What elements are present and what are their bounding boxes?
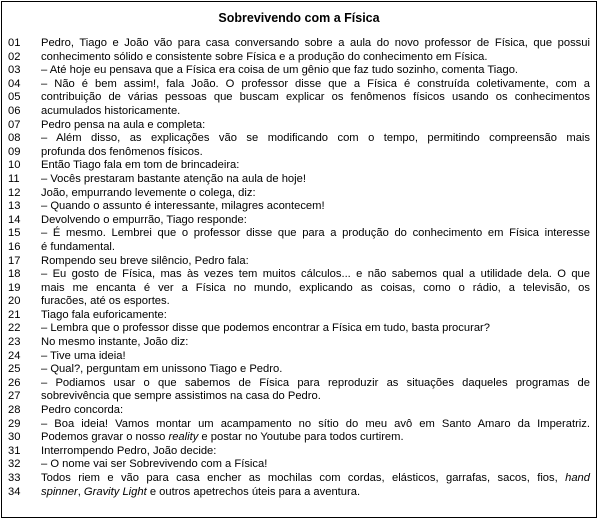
text-line <box>2 282 596 296</box>
text-line <box>2 214 596 228</box>
text-line <box>2 37 596 51</box>
line-text: contribuição de várias pessoas que buscam explicar os fenômenos físicos usando os conhecimentos <box>41 91 590 104</box>
line-number: 11 <box>8 172 20 185</box>
line-number: 13 <box>8 200 21 213</box>
text-line <box>2 268 596 282</box>
text-line <box>2 350 596 364</box>
line-text <box>41 472 596 486</box>
line-fragment: Podemos gravar o nosso <box>41 431 169 444</box>
line-text: Então Tiago fala em tom de brincadeira: <box>41 159 240 172</box>
line-text: – Lembra que o professor disse que podemos encontrar a Física em tudo, basta procurar? <box>41 322 490 335</box>
page-title: Sobrevivendo com a Física <box>218 11 380 25</box>
line-number: 15 <box>8 227 21 240</box>
text-line <box>2 472 596 486</box>
line-number: 04 <box>8 77 21 90</box>
text-line <box>2 445 596 459</box>
line-text: – O nome vai ser Sobrevivendo com a Física! <box>41 458 268 471</box>
line-text: No mesmo instante, João diz: <box>41 336 189 349</box>
line-number: 14 <box>8 213 21 226</box>
line-text: – Qual?, perguntam em unissono Tiago e Pedro. <box>41 363 283 376</box>
line-number: 21 <box>8 308 21 321</box>
text-line <box>2 119 596 133</box>
line-text: – Tive uma ideia! <box>41 349 126 362</box>
line-number: 26 <box>8 376 21 389</box>
text-line <box>2 486 596 500</box>
text-line <box>2 377 596 391</box>
line-number: 16 <box>8 240 21 253</box>
line-text: João, empurrando levemente o colega, diz: <box>41 186 256 199</box>
italic-term: hand <box>565 472 590 484</box>
line-text: – Quando o assunto é interessante, milagres acontecem! <box>41 200 325 213</box>
text-line <box>2 200 596 214</box>
line-text: Rompendo seu breve silêncio, Pedro fala: <box>41 254 249 267</box>
line-fragment: e postar no Youtube para todos curtirem. <box>198 431 404 444</box>
line-text: Tiago fala euforicamente: <box>41 308 167 321</box>
line-text <box>41 486 596 500</box>
line-number: 01 <box>8 37 21 49</box>
text-line <box>2 91 596 105</box>
line-number: 18 <box>8 268 21 281</box>
text-line <box>2 78 596 92</box>
line-number: 20 <box>8 295 21 308</box>
text-line <box>2 187 596 201</box>
text-line <box>2 309 596 323</box>
line-number: 30 <box>8 431 21 444</box>
line-fragment: Todos riem e vão para casa encher as mochilas com cordas, elásticos, garrafas, sacos, fios, <box>41 472 566 484</box>
line-text: – Até hoje eu pensava que a Física era coisa de um gênio que faz tudo sozinho, comenta Tiago. <box>41 64 519 77</box>
text-line <box>2 241 596 255</box>
text-line <box>2 132 596 146</box>
line-text: – Além disso, as explicações vão se modificando com o tempo, permitindo compreensão mais <box>41 132 590 145</box>
text-line <box>2 146 596 160</box>
numbered-lines <box>2 37 596 499</box>
line-number: 24 <box>8 349 21 362</box>
text-line <box>2 431 596 445</box>
line-number: 32 <box>8 458 21 471</box>
text-line <box>2 105 596 119</box>
text-line <box>2 173 596 187</box>
italic-term: Gravity Light <box>83 485 147 498</box>
line-text: Pedro pensa na aula e completa: <box>41 118 206 131</box>
text-line <box>2 322 596 336</box>
line-fragment: e outros apetrechos úteis para a aventura. <box>146 485 361 498</box>
line-number: 31 <box>8 444 21 457</box>
line-text: Pedro, Tiago e João vão para casa conversando sobre a aula do novo professor de Física, que possui <box>41 37 590 49</box>
line-text: acumulados historicamente. <box>41 104 181 117</box>
line-number: 06 <box>8 104 21 117</box>
line-number: 05 <box>8 91 21 104</box>
text-line <box>2 159 596 173</box>
line-text: – Podiamos usar o que sabemos de Física para reproduzir as situações daqueles programas de <box>41 376 590 389</box>
line-text: Devolvendo o empurrão, Tiago responde: <box>41 213 247 226</box>
text-line <box>2 418 596 432</box>
line-text: conhecimento sólido e consistente sobre Física e a produção do conhecimento em Física. <box>41 50 488 63</box>
line-text: é fundamental. <box>41 240 116 253</box>
line-number: 07 <box>8 118 21 131</box>
text-line <box>2 255 596 269</box>
line-text: – Boa ideia! Vamos montar um acampamento no sítio do meu avô em Santo Amaro da Imperatriz. <box>41 417 590 430</box>
text-box <box>1 1 597 518</box>
line-number: 19 <box>8 281 21 294</box>
line-number: 03 <box>8 64 21 77</box>
line-number: 27 <box>8 390 21 403</box>
line-number: 28 <box>8 404 21 417</box>
line-number: 29 <box>8 417 21 430</box>
line-text: furacões, até os esportes. <box>41 295 170 308</box>
line-text: – É mesmo. Lembrei que o professor disse que para a produção do conhecimento em Física interesse <box>41 227 590 240</box>
line-number: 10 <box>8 159 21 172</box>
text-line <box>2 64 596 78</box>
italic-term: reality <box>168 431 199 444</box>
line-number: 02 <box>8 50 21 63</box>
line-fragment: , <box>77 485 84 498</box>
line-text: – Não é bem assim!, fala João. O professor disse que a Física é construída coletivamente, com a <box>41 77 590 90</box>
text-line <box>2 458 596 472</box>
line-number: 08 <box>8 132 21 145</box>
line-text <box>41 431 596 445</box>
text-line <box>2 227 596 241</box>
line-text: – Vocês prestaram bastante atenção na aula de hoje! <box>41 172 306 185</box>
text-line <box>2 295 596 309</box>
line-number: 22 <box>8 322 21 335</box>
text-line <box>2 404 596 418</box>
line-number: 25 <box>8 363 21 376</box>
line-number: 33 <box>8 472 21 484</box>
italic-term: spinner <box>41 485 78 498</box>
line-text: Pedro concorda: <box>41 404 124 417</box>
text-line <box>2 336 596 350</box>
line-text: Interrompendo Pedro, João decide: <box>41 444 217 457</box>
line-number: 23 <box>8 336 21 349</box>
line-text: mais me encanta é ver a Física no mundo, explicando as coisas, como o rádio, a televisão, os <box>41 281 590 294</box>
line-number: 34 <box>8 485 21 498</box>
line-text: sobrevivência que sempre assistimos na casa do Pedro. <box>41 390 321 403</box>
text-line <box>2 51 596 65</box>
line-number: 09 <box>8 145 21 158</box>
line-text: profunda dos fenômenos físicos. <box>41 145 203 158</box>
line-number: 12 <box>8 186 21 199</box>
line-text: – Eu gosto de Física, mas às vezes tem muitos cálculos... e não sabemos qual a utilidade dela. O que <box>41 268 590 281</box>
text-line <box>2 390 596 404</box>
line-number: 17 <box>8 254 21 267</box>
text-line <box>2 363 596 377</box>
